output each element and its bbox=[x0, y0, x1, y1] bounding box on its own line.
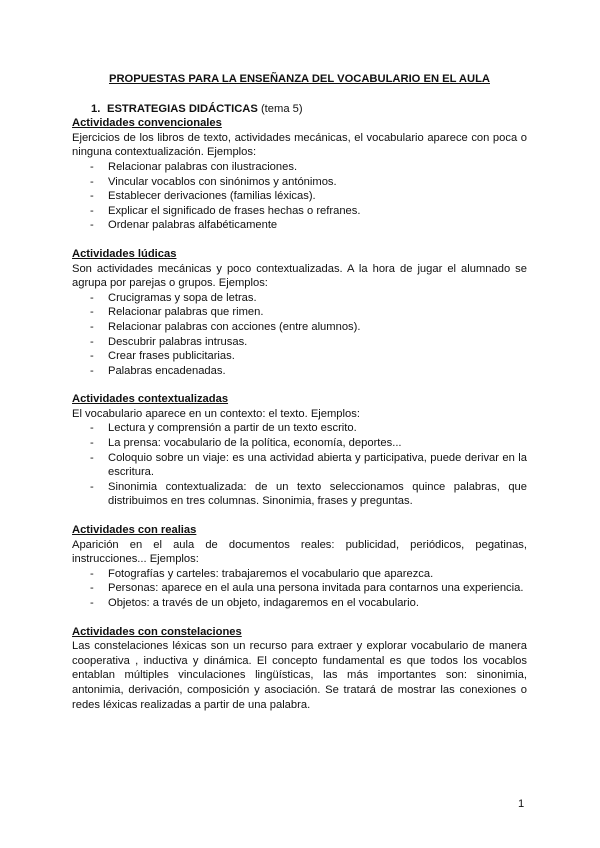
list-item bbox=[72, 218, 527, 233]
dash-bullet: - bbox=[90, 175, 94, 188]
list-item-text: Ordenar palabras alfabéticamente bbox=[108, 219, 278, 232]
list-item-text: Palabras encadenadas. bbox=[108, 364, 226, 377]
dash-bullet: - bbox=[90, 437, 94, 450]
dash-bullet: - bbox=[90, 320, 94, 333]
dash-bullet: - bbox=[90, 480, 94, 493]
list-item-text: Personas: aparece en el aula una persona invitada para contarnos una experiencia. bbox=[108, 582, 524, 595]
list-item bbox=[72, 335, 527, 350]
example-list bbox=[72, 291, 527, 379]
document-title: PROPUESTAS PARA LA ENSEÑANZA DEL VOCABULARIO EN EL AULA bbox=[108, 73, 490, 85]
dash-bullet: - bbox=[90, 567, 94, 580]
activity-intro: El vocabulario aparece en un contexto: el texto. Ejemplos: bbox=[72, 407, 360, 420]
activity-section bbox=[72, 247, 527, 378]
activity-section bbox=[72, 523, 527, 611]
activity-section bbox=[72, 116, 527, 233]
list-item-text: Sinonimia contextualizada: de un texto seleccionamos quince palabras, que distribuimos en tres columnas. Sinonimia, frases y preguntas. bbox=[108, 480, 527, 508]
list-item-text: Explicar el significado de frases hechas o refranes. bbox=[108, 204, 361, 217]
activity-heading: Actividades lúdicas bbox=[72, 247, 177, 260]
dash-bullet: - bbox=[90, 219, 94, 232]
list-item bbox=[72, 364, 527, 379]
activity-section bbox=[72, 625, 527, 713]
dash-bullet: - bbox=[90, 422, 94, 435]
dash-bullet: - bbox=[90, 597, 94, 609]
activity-intro: Aparición en el aula de documentos reales: publicidad, periódicos, pegatinas, instrucciones... Ejemplos: bbox=[72, 538, 527, 566]
list-item bbox=[72, 189, 527, 204]
list-item-text: Crucigramas y sopa de letras. bbox=[108, 291, 257, 304]
dash-bullet: - bbox=[90, 204, 94, 217]
page-number: 1 bbox=[518, 798, 525, 810]
list-item bbox=[72, 436, 527, 451]
list-item-text: Crear frases publicitarias. bbox=[108, 350, 235, 363]
list-item-text: Descubrir palabras intrusas. bbox=[108, 335, 248, 348]
dash-bullet: - bbox=[90, 160, 94, 173]
activity-heading: Actividades con realias bbox=[72, 524, 197, 537]
heading-note: (tema 5) bbox=[260, 102, 303, 115]
list-item bbox=[72, 160, 527, 175]
list-item bbox=[72, 567, 527, 582]
list-item bbox=[72, 581, 527, 596]
dash-bullet: - bbox=[90, 190, 94, 203]
list-item bbox=[72, 596, 527, 611]
list-item bbox=[72, 320, 527, 335]
activity-section bbox=[72, 392, 527, 509]
list-item-text: Establecer derivaciones (familias léxicas). bbox=[108, 190, 316, 203]
list-item bbox=[72, 451, 527, 480]
list-item bbox=[72, 480, 527, 509]
dash-bullet: - bbox=[90, 335, 94, 348]
list-item bbox=[72, 349, 527, 364]
list-item bbox=[72, 421, 527, 436]
list-item-text: Relacionar palabras que rimen. bbox=[108, 306, 264, 319]
activity-heading: Actividades con constelaciones bbox=[72, 625, 242, 638]
section-heading bbox=[91, 102, 527, 117]
heading-number: 1. bbox=[91, 102, 101, 115]
list-item-text: Fotografías y carteles: trabajaremos el vocabulario que aparezca. bbox=[108, 567, 434, 580]
sections-container bbox=[72, 116, 527, 712]
activity-intro: Son actividades mecánicas y poco contextualizadas. A la hora de jugar el alumnado se agrupa por parejas o grupos. Ejemplos: bbox=[72, 262, 527, 290]
list-item-text: Coloquio sobre un viaje: es una actividad abierta y participativa, puede derivar en la escritura. bbox=[108, 451, 527, 479]
list-item-text: Objetos: a través de un objeto, indagaremos en el vocabulario. bbox=[108, 597, 419, 609]
list-item-text: Lectura y comprensión a partir de un texto escrito. bbox=[108, 422, 357, 435]
list-item-text: Relacionar palabras con acciones (entre alumnos). bbox=[108, 320, 361, 333]
list-item-text: La prensa: vocabulario de la política, economía, deportes... bbox=[108, 437, 402, 450]
dash-bullet: - bbox=[90, 451, 94, 464]
list-item bbox=[72, 175, 527, 190]
document-page bbox=[72, 72, 527, 712]
activity-intro: Ejercicios de los libros de texto, actividades mecánicas, el vocabulario aparece con poca o ninguna contextualización. Ejemplos: bbox=[72, 131, 527, 159]
example-list bbox=[72, 567, 527, 611]
activity-intro: Las constelaciones léxicas son un recurso para extraer y explorar vocabulario de manera cooperativa , inductiva y dinámica. El concepto fundamental es que todos los vocablos entablan múltiples vinculaciones lingüísticas, las más importantes son: sinonimia, antonimia, derivación, composición y asociación. Se tratará de mostrar las conexiones o redes léxicas realizadas a partir de una palabra. bbox=[72, 640, 527, 711]
activity-heading: Actividades convencionales bbox=[72, 117, 222, 130]
list-item bbox=[72, 291, 527, 306]
dash-bullet: - bbox=[90, 582, 94, 595]
heading-text: ESTRATEGIAS DIDÁCTICAS bbox=[107, 102, 258, 115]
list-item bbox=[72, 204, 527, 219]
example-list bbox=[72, 421, 527, 509]
dash-bullet: - bbox=[90, 306, 94, 319]
list-item bbox=[72, 305, 527, 320]
dash-bullet: - bbox=[90, 364, 94, 377]
activity-heading: Actividades contextualizadas bbox=[72, 393, 229, 406]
list-item-text: Relacionar palabras con ilustraciones. bbox=[108, 160, 298, 173]
list-item-text: Vincular vocablos con sinónimos y antónimos. bbox=[108, 175, 337, 188]
example-list bbox=[72, 160, 527, 233]
dash-bullet: - bbox=[90, 291, 94, 304]
dash-bullet: - bbox=[90, 350, 94, 363]
